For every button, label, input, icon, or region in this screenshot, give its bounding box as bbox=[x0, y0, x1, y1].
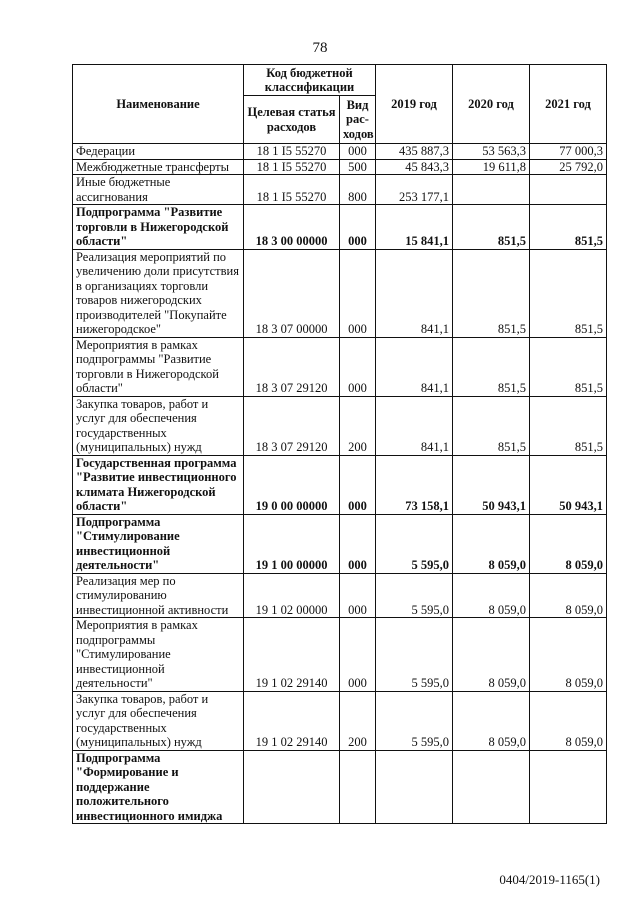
row-expense-type: 500 bbox=[340, 159, 376, 175]
row-expense-type: 200 bbox=[340, 396, 376, 455]
row-name: Подпрограмма "Формирование и поддержание положительного инвестиционного имиджа bbox=[73, 750, 244, 824]
table-row bbox=[73, 205, 607, 250]
row-value-2019: 5 595,0 bbox=[376, 573, 453, 618]
row-target-article: 19 1 02 29140 bbox=[244, 618, 340, 692]
row-name: Федерации bbox=[73, 144, 244, 160]
header-expense-type: Вид рас-ходов bbox=[340, 96, 376, 144]
row-value-2021: 8 059,0 bbox=[530, 618, 607, 692]
row-name: Подпрограмма "Развитие торговли в Нижегородской области" bbox=[73, 205, 244, 250]
table-row bbox=[73, 249, 607, 337]
header-row-1 bbox=[73, 65, 607, 96]
row-value-2019: 15 841,1 bbox=[376, 205, 453, 250]
table-row bbox=[73, 396, 607, 455]
document-id: 0404/2019-1165(1) bbox=[499, 872, 600, 887]
row-value-2019: 841,1 bbox=[376, 337, 453, 396]
row-expense-type: 000 bbox=[340, 337, 376, 396]
row-target-article: 18 1 I5 55270 bbox=[244, 159, 340, 175]
row-value-2020: 851,5 bbox=[453, 249, 530, 337]
table-row bbox=[73, 144, 607, 160]
table-row bbox=[73, 573, 607, 618]
header-code-group: Код бюджетной классификации bbox=[244, 65, 376, 96]
row-value-2020: 8 059,0 bbox=[453, 618, 530, 692]
row-value-2020 bbox=[453, 175, 530, 205]
header-2019: 2019 год bbox=[376, 65, 453, 144]
row-name: Государственная программа "Развитие инвестиционного климата Нижегородской области" bbox=[73, 455, 244, 514]
row-name: Реализация мер по стимулированию инвестиционной активности bbox=[73, 573, 244, 618]
row-target-article: 18 1 I5 55270 bbox=[244, 144, 340, 160]
row-expense-type: 000 bbox=[340, 249, 376, 337]
header-2021: 2021 год bbox=[530, 65, 607, 144]
table-body bbox=[73, 144, 607, 824]
row-value-2020: 851,5 bbox=[453, 205, 530, 250]
row-value-2019: 841,1 bbox=[376, 249, 453, 337]
row-value-2020: 19 611,8 bbox=[453, 159, 530, 175]
row-value-2020: 8 059,0 bbox=[453, 573, 530, 618]
row-name: Подпрограмма "Стимулирование инвестиционной деятельности" bbox=[73, 514, 244, 573]
row-target-article: 19 0 00 00000 bbox=[244, 455, 340, 514]
row-value-2019: 435 887,3 bbox=[376, 144, 453, 160]
row-value-2021: 8 059,0 bbox=[530, 573, 607, 618]
row-value-2020: 8 059,0 bbox=[453, 514, 530, 573]
row-value-2019 bbox=[376, 750, 453, 824]
row-value-2021: 8 059,0 bbox=[530, 514, 607, 573]
row-value-2021: 851,5 bbox=[530, 396, 607, 455]
row-value-2019: 5 595,0 bbox=[376, 691, 453, 750]
table-row bbox=[73, 455, 607, 514]
row-value-2020 bbox=[453, 750, 530, 824]
header-2020: 2020 год bbox=[453, 65, 530, 144]
row-value-2021: 8 059,0 bbox=[530, 691, 607, 750]
header-name: Наименование bbox=[73, 65, 244, 144]
row-expense-type: 000 bbox=[340, 455, 376, 514]
budget-table bbox=[72, 64, 607, 824]
row-value-2019: 45 843,3 bbox=[376, 159, 453, 175]
row-target-article: 18 3 07 00000 bbox=[244, 249, 340, 337]
row-expense-type: 000 bbox=[340, 573, 376, 618]
row-target-article: 18 1 I5 55270 bbox=[244, 175, 340, 205]
row-expense-type bbox=[340, 750, 376, 824]
row-target-article: 18 3 07 29120 bbox=[244, 337, 340, 396]
row-target-article: 18 3 00 00000 bbox=[244, 205, 340, 250]
row-expense-type: 200 bbox=[340, 691, 376, 750]
row-expense-type: 000 bbox=[340, 514, 376, 573]
row-name: Закупка товаров, работ и услуг для обеспечения государственных (муниципальных) нужд bbox=[73, 691, 244, 750]
header-target-article: Целевая статья расходов bbox=[244, 96, 340, 144]
row-value-2021: 77 000,3 bbox=[530, 144, 607, 160]
row-value-2021 bbox=[530, 175, 607, 205]
row-value-2019: 841,1 bbox=[376, 396, 453, 455]
row-value-2019: 253 177,1 bbox=[376, 175, 453, 205]
row-target-article: 19 1 02 00000 bbox=[244, 573, 340, 618]
row-value-2021: 50 943,1 bbox=[530, 455, 607, 514]
row-value-2020: 50 943,1 bbox=[453, 455, 530, 514]
row-name: Мероприятия в рамках подпрограммы "Развитие торговли в Нижегородской области" bbox=[73, 337, 244, 396]
row-expense-type: 000 bbox=[340, 205, 376, 250]
row-value-2021: 851,5 bbox=[530, 249, 607, 337]
table-row bbox=[73, 175, 607, 205]
page-number: 78 bbox=[312, 40, 328, 56]
table-row bbox=[73, 618, 607, 692]
table-row bbox=[73, 337, 607, 396]
row-value-2021: 851,5 bbox=[530, 337, 607, 396]
row-value-2021: 851,5 bbox=[530, 205, 607, 250]
row-value-2020: 8 059,0 bbox=[453, 691, 530, 750]
row-value-2019: 73 158,1 bbox=[376, 455, 453, 514]
row-name: Иные бюджетные ассигнования bbox=[73, 175, 244, 205]
row-value-2021: 25 792,0 bbox=[530, 159, 607, 175]
table-row bbox=[73, 159, 607, 175]
row-target-article: 19 1 00 00000 bbox=[244, 514, 340, 573]
row-expense-type: 800 bbox=[340, 175, 376, 205]
table-row bbox=[73, 750, 607, 824]
row-target-article: 18 3 07 29120 bbox=[244, 396, 340, 455]
table-row bbox=[73, 691, 607, 750]
row-expense-type: 000 bbox=[340, 144, 376, 160]
row-value-2019: 5 595,0 bbox=[376, 514, 453, 573]
row-value-2021 bbox=[530, 750, 607, 824]
row-name: Межбюджетные трансферты bbox=[73, 159, 244, 175]
row-expense-type: 000 bbox=[340, 618, 376, 692]
row-value-2020: 851,5 bbox=[453, 396, 530, 455]
row-value-2019: 5 595,0 bbox=[376, 618, 453, 692]
table-row bbox=[73, 514, 607, 573]
row-target-article bbox=[244, 750, 340, 824]
row-value-2020: 53 563,3 bbox=[453, 144, 530, 160]
row-name: Закупка товаров, работ и услуг для обеспечения государственных (муниципальных) нужд bbox=[73, 396, 244, 455]
row-target-article: 19 1 02 29140 bbox=[244, 691, 340, 750]
row-value-2020: 851,5 bbox=[453, 337, 530, 396]
row-name: Мероприятия в рамках подпрограммы "Стимулирование инвестиционной деятельности" bbox=[73, 618, 244, 692]
row-name: Реализация мероприятий по увеличению доли присутствия в организациях торговли товаров нижегородских производителей "Покупайте нижегородское" bbox=[73, 249, 244, 337]
